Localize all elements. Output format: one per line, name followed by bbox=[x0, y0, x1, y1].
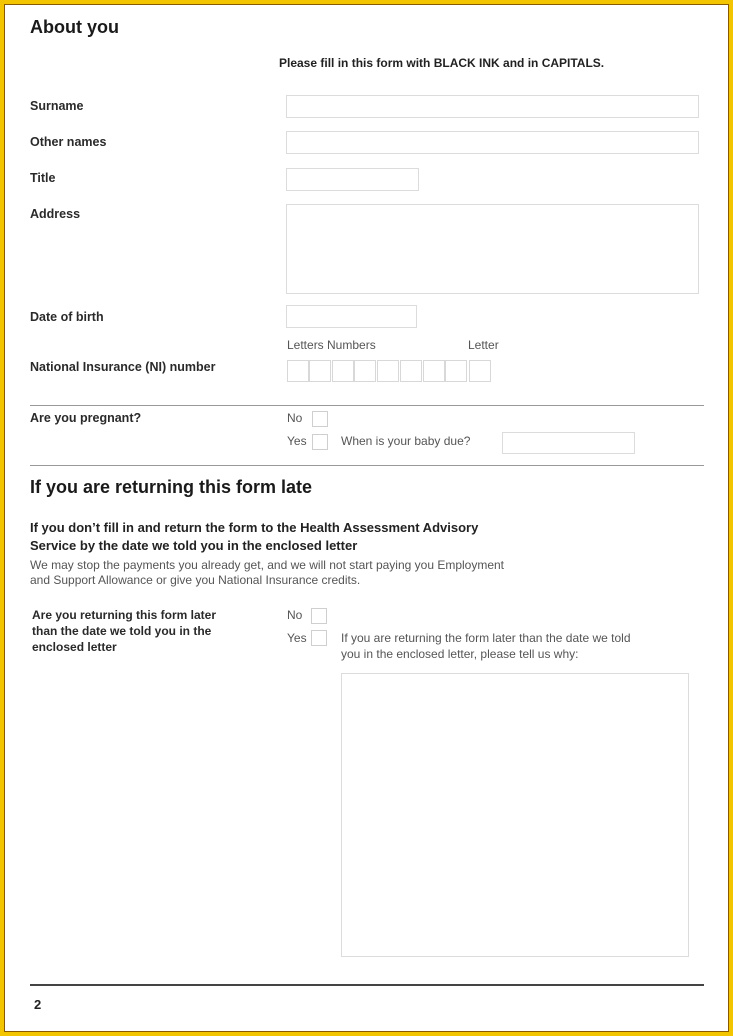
late-question-line1: Are you returning this form later bbox=[32, 608, 217, 622]
surname-field[interactable] bbox=[286, 95, 699, 118]
address-field[interactable] bbox=[286, 204, 699, 294]
ni-cell[interactable] bbox=[469, 360, 491, 382]
baby-due-label: When is your baby due? bbox=[341, 434, 471, 448]
ni-cell[interactable] bbox=[400, 360, 422, 382]
page-number: 2 bbox=[34, 997, 42, 1012]
late-body-line1: We may stop the payments you already get, and we will not start paying you Employment bbox=[30, 558, 505, 572]
ni-cell[interactable] bbox=[309, 360, 331, 382]
late-heading-line2: Service by the date we told you in the enclosed letter bbox=[30, 538, 358, 553]
form-instruction: Please fill in this form with BLACK INK and in CAPITALS. bbox=[279, 56, 605, 70]
ni-number-label: National Insurance (NI) number bbox=[30, 360, 216, 374]
pregnant-no-checkbox[interactable] bbox=[312, 411, 328, 427]
ni-hint-letter: Letter bbox=[468, 338, 499, 352]
late-reason-prompt-line1: If you are returning the form later than the date we told bbox=[341, 631, 631, 645]
section-title-about-you: About you bbox=[30, 17, 119, 37]
pregnant-yes-checkbox[interactable] bbox=[312, 434, 328, 450]
ni-cell[interactable] bbox=[377, 360, 399, 382]
late-reason-field[interactable] bbox=[341, 673, 689, 957]
pregnant-yes-label: Yes bbox=[287, 434, 307, 448]
footer-divider bbox=[30, 984, 704, 986]
late-reason-prompt-line2: you in the enclosed letter, please tell us why: bbox=[341, 647, 579, 661]
other-names-label: Other names bbox=[30, 135, 107, 149]
divider bbox=[30, 405, 704, 406]
late-question-line2: than the date we told you in the bbox=[32, 624, 212, 638]
title-field[interactable] bbox=[286, 168, 419, 191]
section-title-returning-late: If you are returning this form late bbox=[30, 477, 313, 497]
late-yes-label: Yes bbox=[287, 631, 307, 645]
late-no-checkbox[interactable] bbox=[311, 608, 327, 624]
late-yes-checkbox[interactable] bbox=[311, 630, 327, 646]
address-label: Address bbox=[30, 207, 81, 221]
date-of-birth-field[interactable] bbox=[286, 305, 417, 328]
divider bbox=[30, 465, 704, 466]
surname-label: Surname bbox=[30, 99, 84, 113]
ni-cell[interactable] bbox=[445, 360, 467, 382]
pregnant-label: Are you pregnant? bbox=[30, 411, 142, 425]
pregnant-no-label: No bbox=[287, 411, 303, 425]
late-heading-line1: If you don’t fill in and return the form to the Health Assessment Advisory bbox=[30, 520, 479, 535]
other-names-field[interactable] bbox=[286, 131, 699, 154]
ni-cell[interactable] bbox=[287, 360, 309, 382]
date-of-birth-label: Date of birth bbox=[30, 310, 104, 324]
late-question-line3: enclosed letter bbox=[32, 640, 117, 654]
ni-cell[interactable] bbox=[332, 360, 354, 382]
baby-due-field[interactable] bbox=[502, 432, 635, 454]
late-no-label: No bbox=[287, 608, 303, 622]
ni-cell[interactable] bbox=[354, 360, 376, 382]
title-label: Title bbox=[30, 171, 56, 185]
ni-hint-letters-numbers: Letters Numbers bbox=[287, 338, 376, 352]
ni-cell[interactable] bbox=[423, 360, 445, 382]
late-body-line2: and Support Allowance or give you National Insurance credits. bbox=[30, 573, 361, 587]
